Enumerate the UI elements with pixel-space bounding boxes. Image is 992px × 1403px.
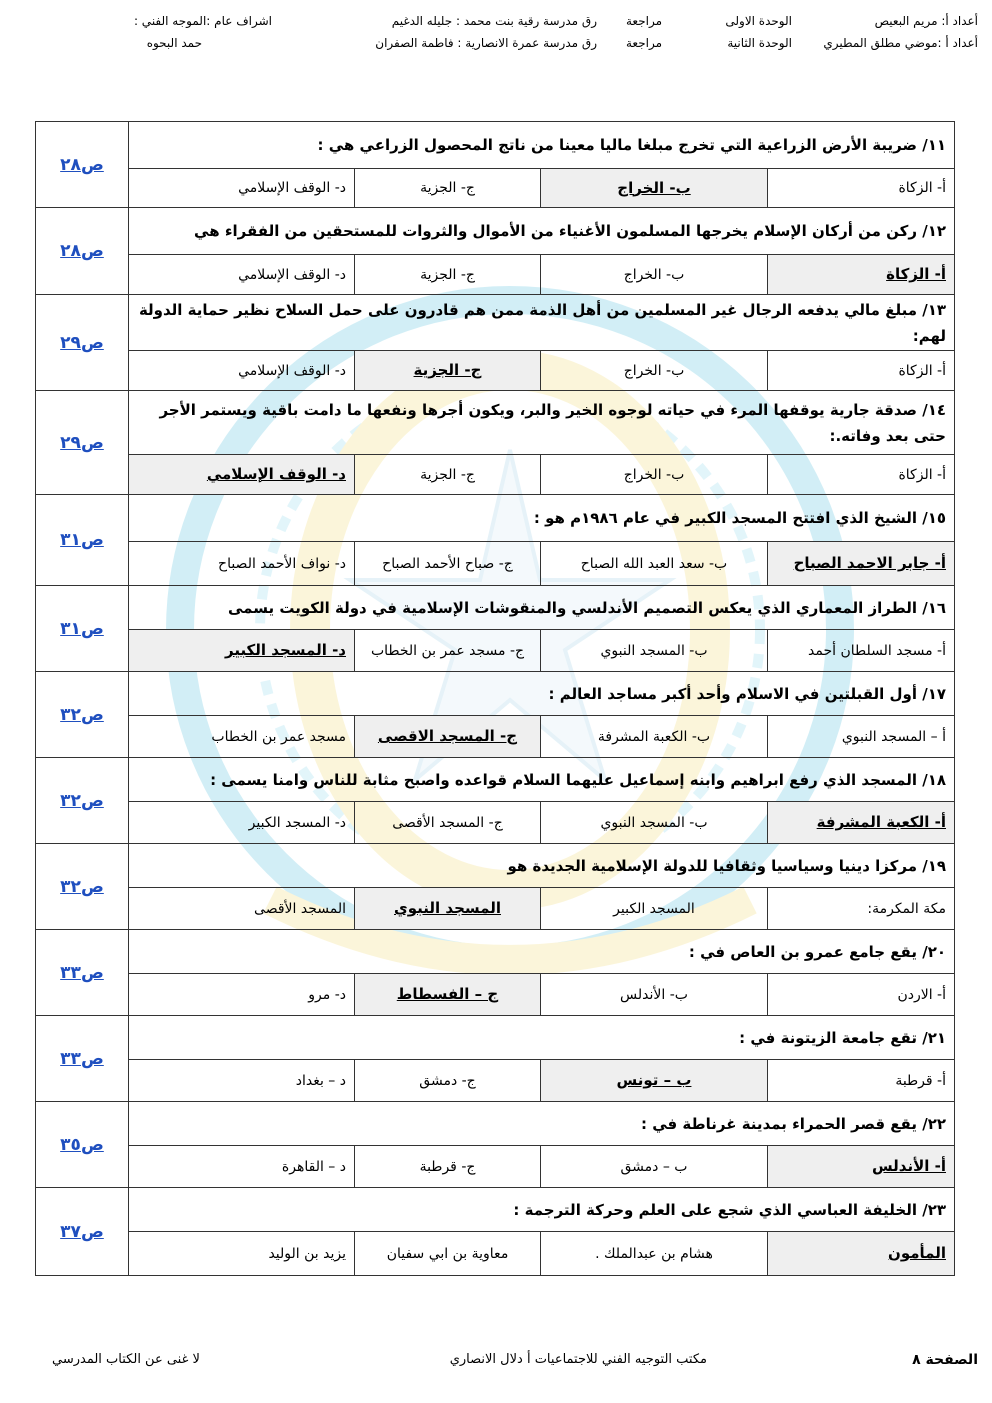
answer-option-label: أ- قرطبة bbox=[895, 1072, 946, 1089]
answer-option-label: د – بغداد bbox=[295, 1072, 346, 1089]
question-row bbox=[36, 758, 955, 802]
answer-option[interactable] bbox=[129, 351, 355, 391]
question-row bbox=[36, 844, 955, 888]
page-reference-cell bbox=[36, 672, 129, 758]
page-reference-link[interactable]: ص٣١ bbox=[60, 618, 104, 639]
answer-option[interactable] bbox=[541, 630, 768, 672]
answer-option-correct[interactable] bbox=[768, 802, 955, 844]
answer-option-label: ب- سعد العبد الله الصباح bbox=[580, 555, 728, 572]
page-reference-cell bbox=[36, 930, 129, 1016]
page-reference-link[interactable]: ص٢٨ bbox=[60, 241, 104, 261]
answer-option-label: ب – تونس bbox=[616, 1071, 692, 1089]
options-row bbox=[36, 630, 955, 672]
answer-option-label: د- الوقف الإسلامي bbox=[238, 362, 346, 379]
options-row bbox=[36, 888, 955, 930]
answer-option[interactable] bbox=[129, 802, 355, 844]
page-reference-cell bbox=[36, 1188, 129, 1276]
question-text: ٢١/ تقع جامعة الزيتونة في : bbox=[129, 1016, 955, 1060]
answer-option[interactable] bbox=[355, 1146, 541, 1188]
answer-option[interactable] bbox=[768, 974, 955, 1016]
page-reference-cell bbox=[36, 586, 129, 672]
answer-option-label: د- نواف الأحمد الصباح bbox=[218, 555, 346, 572]
unit-2: الوحدة الثانية bbox=[727, 36, 792, 50]
page-reference-cell bbox=[36, 844, 129, 930]
answer-option-label: د- الوقف الإسلامي bbox=[238, 266, 346, 283]
answer-option-label: ج- الجزية bbox=[420, 466, 475, 483]
page-reference-cell bbox=[36, 295, 129, 391]
answer-option[interactable] bbox=[768, 455, 955, 495]
answer-option-correct[interactable] bbox=[355, 351, 541, 391]
answer-option[interactable] bbox=[768, 888, 955, 930]
answer-option[interactable] bbox=[355, 255, 541, 295]
answer-option[interactable] bbox=[355, 630, 541, 672]
answer-option-label: أ- الزكاة bbox=[898, 362, 946, 379]
answer-option[interactable] bbox=[768, 630, 955, 672]
page-reference-cell bbox=[36, 1102, 129, 1188]
answer-option-label: ج- مسجد عمر بن الخطاب bbox=[370, 642, 525, 659]
answer-option-label: مكة المكرمة: bbox=[867, 900, 946, 917]
options-row bbox=[36, 1146, 955, 1188]
answer-option-label: أ- الزكاة bbox=[886, 265, 946, 283]
answer-option-label: ب- الخراج bbox=[623, 362, 685, 379]
answer-option-label: ج – الفسطاط bbox=[396, 985, 499, 1003]
answer-option[interactable] bbox=[129, 169, 355, 208]
question-text: ١٦/ الطراز المعماري الذي يعكس التصميم الأندلسي والمنقوشات الإسلامية في دولة الكويت يسمى bbox=[129, 586, 955, 630]
question-text: ٢٠/ يقع جامع عمرو بن العاص في : bbox=[129, 930, 955, 974]
question-text: ٢٢/ يقع قصر الحمراء بمدينة غرناطة في : bbox=[129, 1102, 955, 1146]
answer-option-label: أ – المسجد النبوي bbox=[841, 728, 946, 745]
options-row bbox=[36, 255, 955, 295]
options-row bbox=[36, 716, 955, 758]
answer-option-label: المسجد النبوي bbox=[394, 899, 501, 917]
page-reference-cell bbox=[36, 391, 129, 495]
page-number: الصفحة ٨ bbox=[912, 1352, 978, 1368]
question-row bbox=[36, 672, 955, 716]
question-row bbox=[36, 208, 955, 255]
page-reference-link[interactable]: ص٣٢ bbox=[60, 790, 104, 811]
question-row bbox=[36, 1102, 955, 1146]
answer-option-label: ج- المسجد الاقصى bbox=[377, 727, 518, 745]
preparer-2: أعداد أ :موضي مطلق المطيري bbox=[823, 36, 978, 50]
answer-option-label: ج- الجزية bbox=[420, 180, 475, 196]
answer-option-correct[interactable] bbox=[768, 255, 955, 295]
answer-option-correct[interactable] bbox=[541, 1060, 768, 1102]
answer-option-label: د- مرو bbox=[308, 986, 346, 1003]
answer-option[interactable] bbox=[355, 169, 541, 208]
page-reference-link[interactable]: ص٣١ bbox=[60, 530, 104, 550]
answer-option[interactable] bbox=[541, 716, 768, 758]
page-reference-cell bbox=[36, 208, 129, 295]
options-row bbox=[36, 974, 955, 1016]
answer-option[interactable] bbox=[768, 716, 955, 758]
answer-option-label: د- المسجد الكبير bbox=[224, 641, 346, 659]
answer-option[interactable] bbox=[541, 1232, 768, 1276]
answer-option[interactable] bbox=[129, 255, 355, 295]
answer-option-label: ب- المسجد النبوي bbox=[600, 642, 708, 659]
answer-option-label: د- الوقف الإسلامي bbox=[238, 180, 346, 196]
answer-option[interactable] bbox=[129, 1060, 355, 1102]
answer-option[interactable] bbox=[541, 351, 768, 391]
page-reference-link[interactable]: ص٣٢ bbox=[60, 876, 104, 897]
answer-option[interactable] bbox=[541, 455, 768, 495]
answer-option-label: أ- الاردن bbox=[897, 986, 946, 1003]
question-text: ١٤/ صدقة جارية يوقفها المرء في حياته لوجوه الخير والبر، ويكون أجرها ونفعها ما دامت باقية ويستمر الأجر حتى بعد وفاته.: bbox=[129, 391, 955, 455]
options-row bbox=[36, 351, 955, 391]
answer-option-label: مسجد عمر بن الخطاب bbox=[211, 728, 346, 745]
answer-option-label: ج- قرطبة bbox=[419, 1158, 476, 1175]
answer-option[interactable] bbox=[541, 542, 768, 586]
page-reference-cell bbox=[36, 758, 129, 844]
question-text: ١٢/ ركن من أركان الإسلام يخرجها المسلمون الأغنياء من الأموال والثروات للمستحقين من الفقراء هي bbox=[129, 208, 955, 255]
answer-option-label: ب- الخراج bbox=[617, 178, 691, 197]
answer-option-correct[interactable] bbox=[768, 542, 955, 586]
question-row bbox=[36, 1188, 955, 1232]
answer-option[interactable] bbox=[129, 888, 355, 930]
page-reference-cell bbox=[36, 495, 129, 586]
supervisor: اشراف عام :الموجه الفني : bbox=[133, 14, 272, 28]
review-1-label: مراجعة bbox=[625, 14, 662, 28]
answer-option-label: أ- الزكاة bbox=[898, 180, 946, 196]
options-row bbox=[36, 455, 955, 495]
question-text: ١٥/ الشيخ الذي افتتح المسجد الكبير في عام ١٩٨٦م هو : bbox=[129, 495, 955, 542]
answer-option-label: معاوية بن ابي سفيان bbox=[386, 1245, 509, 1262]
answer-option-label: أ- الزكاة bbox=[898, 466, 946, 483]
question-text: ١٨/ المسجد الذي رفع ابراهيم وابنه إسماعيل عليهما السلام قواعده واصبح مثابة للناس وامنا يسمى : bbox=[129, 758, 955, 802]
answer-option[interactable] bbox=[129, 974, 355, 1016]
answer-option[interactable] bbox=[355, 1232, 541, 1276]
answer-option-label: ب- الكعبة المشرفة bbox=[597, 728, 711, 745]
answer-option[interactable] bbox=[541, 888, 768, 930]
answer-option-label: المأمون bbox=[888, 1244, 946, 1262]
page-reference-link[interactable]: ص٢٩ bbox=[60, 432, 104, 453]
questions-table bbox=[35, 121, 955, 1276]
answer-option[interactable] bbox=[541, 255, 768, 295]
answer-option-label: ب- الأندلس bbox=[620, 986, 688, 1003]
answer-option-label: ج- دمشق bbox=[419, 1072, 476, 1089]
question-text: ١١/ ضريبة الأرض الزراعية التي تخرج مبلغا ماليا معينا من ناتج المحصول الزراعي هي : bbox=[129, 122, 955, 169]
answer-option-correct[interactable] bbox=[355, 974, 541, 1016]
page-reference-link[interactable]: ص٣٣ bbox=[60, 1048, 104, 1069]
answer-option-label: ج- الجزية bbox=[420, 266, 475, 283]
answer-option-correct[interactable] bbox=[355, 888, 541, 930]
question-text: ١٣/ مبلغ مالي يدفعه الرجال غير المسلمين من أهل الذمة ممن هم قادرون على حمل السلاح نظير حماية الدولة لهم: bbox=[129, 295, 955, 351]
answer-option-label: ب- الخراج bbox=[623, 466, 685, 483]
answer-option-label: د – القاهرة bbox=[281, 1158, 346, 1175]
unit-1: الوحدة الاولى bbox=[725, 14, 792, 28]
options-row bbox=[36, 1060, 955, 1102]
page-reference-link[interactable]: ص٢٩ bbox=[60, 332, 104, 353]
answer-option-label: ج- المسجد الأقصى bbox=[392, 814, 503, 831]
answer-option-label: المسجد الكبير bbox=[613, 900, 695, 917]
answer-option[interactable] bbox=[541, 974, 768, 1016]
answer-option[interactable] bbox=[355, 1060, 541, 1102]
footer-note: لا غنى عن الكتاب المدرسي bbox=[52, 1352, 200, 1367]
question-text: ١٩/ مركزا دينيا وسياسيا وثقافيا للدولة الإسلامية الجديدة هو bbox=[129, 844, 955, 888]
question-text: ٢٣/ الخليفة العباسي الذي شجع على العلم وحركة الترجمة : bbox=[129, 1188, 955, 1232]
answer-option-label: د- الوقف الإسلامي bbox=[206, 465, 346, 483]
options-row bbox=[36, 169, 955, 208]
page-reference-link[interactable]: ص٣٣ bbox=[60, 962, 104, 983]
answer-option-correct[interactable] bbox=[129, 455, 355, 495]
answer-option-label: هشام بن عبدالملك . bbox=[595, 1245, 713, 1262]
answer-option-label: أ- جابر الاحمد الصباح bbox=[793, 554, 946, 572]
answer-option-correct[interactable] bbox=[129, 630, 355, 672]
options-row bbox=[36, 542, 955, 586]
answer-option[interactable] bbox=[541, 802, 768, 844]
answer-option-label: ب- المسجد النبوي bbox=[600, 814, 708, 831]
options-row bbox=[36, 1232, 955, 1276]
question-row bbox=[36, 586, 955, 630]
question-text: ١٧/ أول القبلتين في الاسلام وأحد أكبر مساجد العالم : bbox=[129, 672, 955, 716]
answer-option-label: أ- الكعبة المشرفة bbox=[816, 813, 946, 831]
review-2-label: مراجعة bbox=[625, 36, 662, 50]
answer-option-label: أ- مسجد السلطان أحمد bbox=[808, 642, 946, 659]
preparer-1: أعداد أ: مريم البعيص bbox=[874, 14, 978, 28]
answer-option-label: أ- الأندلس bbox=[871, 1157, 946, 1175]
page-reference-link[interactable]: ص٣٢ bbox=[60, 704, 104, 725]
answer-option-label: ب – دمشق bbox=[620, 1158, 688, 1175]
answer-option-label: ج- الجزية bbox=[413, 361, 482, 379]
options-row bbox=[36, 802, 955, 844]
answer-option[interactable] bbox=[129, 1232, 355, 1276]
answer-option[interactable] bbox=[129, 542, 355, 586]
answer-option[interactable] bbox=[355, 455, 541, 495]
answer-option-label: ج- صباح الأحمد الصباح bbox=[382, 555, 513, 572]
page-reference-link[interactable]: ص٣٧ bbox=[60, 1221, 104, 1242]
footer-office: مكتب التوجيه الفني للاجتماعيات أ دلال الانصاري bbox=[449, 1352, 707, 1367]
answer-option-label: ب- الخراج bbox=[623, 266, 685, 283]
page-reference-link[interactable]: ص٣٥ bbox=[60, 1134, 104, 1155]
answer-option-correct[interactable] bbox=[768, 1146, 955, 1188]
answer-option[interactable] bbox=[355, 802, 541, 844]
question-row bbox=[36, 495, 955, 542]
page-reference-link[interactable]: ص٢٨ bbox=[60, 154, 104, 175]
answer-option-correct[interactable] bbox=[541, 169, 768, 208]
question-row bbox=[36, 391, 955, 455]
answer-option[interactable] bbox=[129, 716, 355, 758]
answer-option-correct[interactable] bbox=[768, 1232, 955, 1276]
question-row bbox=[36, 1016, 955, 1060]
answer-option[interactable] bbox=[768, 1060, 955, 1102]
question-row bbox=[36, 930, 955, 974]
question-row bbox=[36, 295, 955, 351]
page-reference-cell bbox=[36, 122, 129, 208]
answer-option-label: د- المسجد الكبير bbox=[248, 814, 346, 831]
answer-option-correct[interactable] bbox=[355, 716, 541, 758]
answer-option[interactable] bbox=[768, 169, 955, 208]
page-reference-cell bbox=[36, 1016, 129, 1102]
answer-option[interactable] bbox=[355, 542, 541, 586]
supervisor-name: حمد البحوه bbox=[146, 36, 202, 50]
question-row bbox=[36, 122, 955, 169]
answer-option[interactable] bbox=[768, 351, 955, 391]
review-2-text: رق مدرسة عمرة الانصارية : فاطمة الصفران bbox=[375, 36, 597, 50]
answer-option[interactable] bbox=[541, 1146, 768, 1188]
answer-option-label: يزيد بن الوليد bbox=[268, 1245, 346, 1262]
answer-option-label: المسجد الأقصى bbox=[254, 900, 346, 917]
review-1-text: رق مدرسة رقية بنت محمد : جليله الدغيم bbox=[391, 14, 597, 28]
answer-option[interactable] bbox=[129, 1146, 355, 1188]
